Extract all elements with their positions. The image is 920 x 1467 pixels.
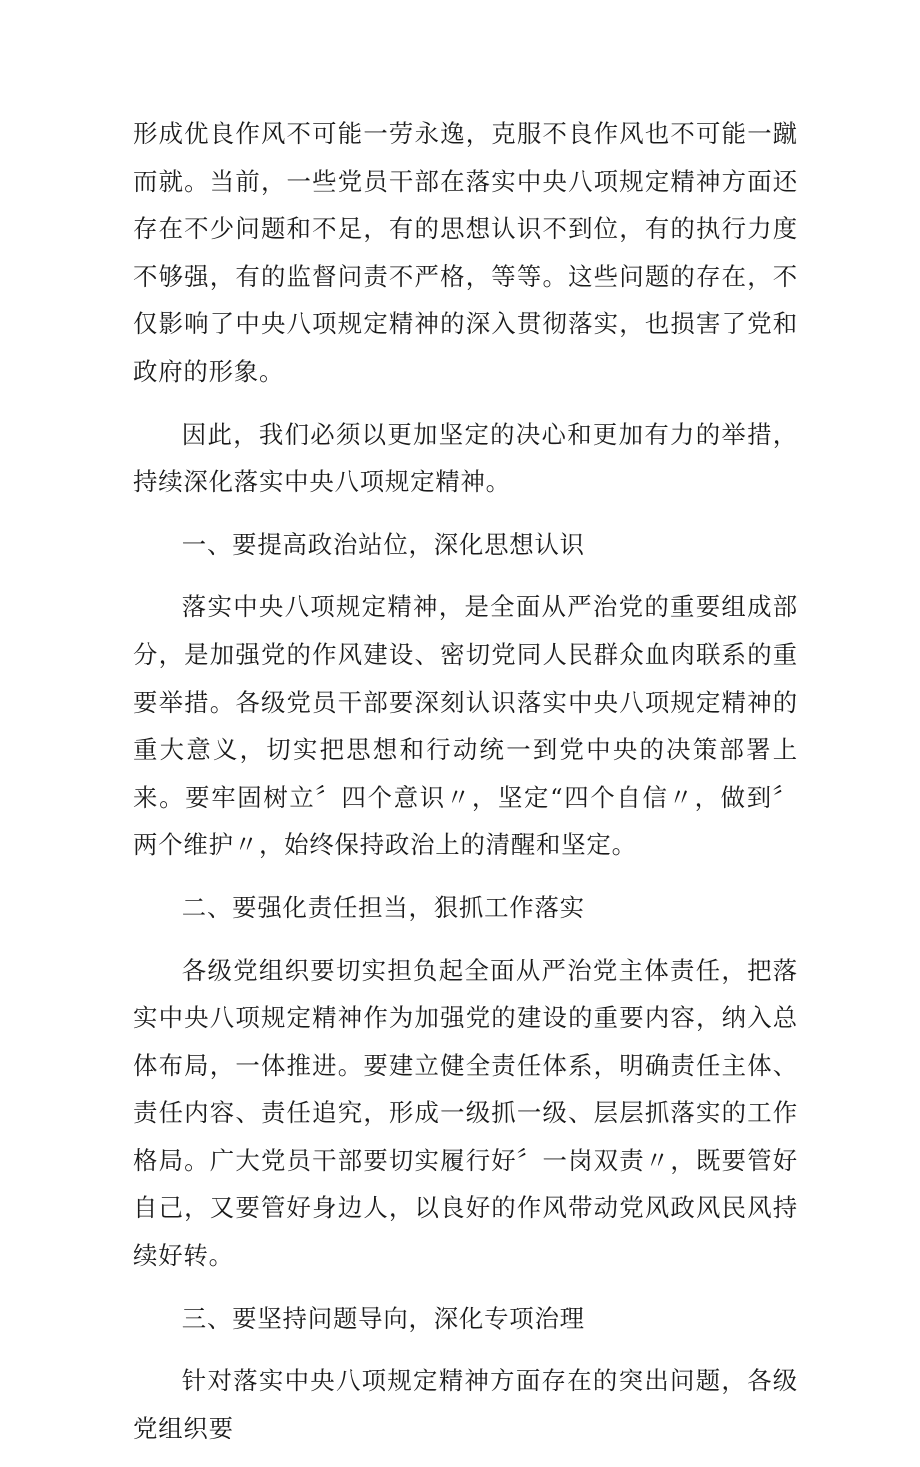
body-paragraph: 针对落实中央八项规定精神方面存在的突出问题，各级党组织要 [133, 1366, 798, 1443]
body-paragraph: 因此，我们必须以更加坚定的决心和更加有力的举措，持续深化落实中央八项规定精神。 [133, 419, 798, 497]
section-heading: 三、要坚持问题导向，深化专项治理 [181, 1303, 585, 1333]
body-paragraph: 形成优良作风不可能一劳永逸，克服不良作风也不可能一蹴而就。当前，一些党员干部在落实中央八项规定精神方面还存在不少问题和不足，有的思想认识不到位，有的执行力度不够强，有的监督问责不严格，等等。这些问题的存在，不仅影响了中央八项规定精神的深入贯彻落实，也损害了党和政府的形象。 [133, 119, 798, 386]
body-paragraph: 各级党组织要切实担负起全面从严治党主体责任，把落实中央八项规定精神作为加强党的建设的重要内容，纳入总体布局，一体推进。要建立健全责任体系，明确责任主体、责任内容、责任追究，形成一级抓一级、层层抓落实的工作格局。广大党员干部要切实履行好〞一岗双责〃，既要管好自己，又要管好身边人，以良好的作风带动党风政风民风持续好转。 [133, 955, 798, 1271]
section-heading: 一、要提高政治站位，深化思想认识 [181, 529, 585, 559]
section-heading: 二、要强化责任担当，狠抓工作落实 [181, 892, 585, 922]
body-paragraph: 落实中央八项规定精神，是全面从严治党的重要组成部分，是加强党的作风建设、密切党同人民群众血肉联系的重要举措。各级党员干部要深刻认识落实中央八项规定精神的重大意义，切实把思想和行动统一到党中央的决策部署上来。要牢固树立〞四个意识〃，坚定“四个自信〃，做到〞两个维护〃，始终保持政治上的清醒和坚定。 [133, 592, 798, 860]
document-body [133, 110, 798, 1467]
